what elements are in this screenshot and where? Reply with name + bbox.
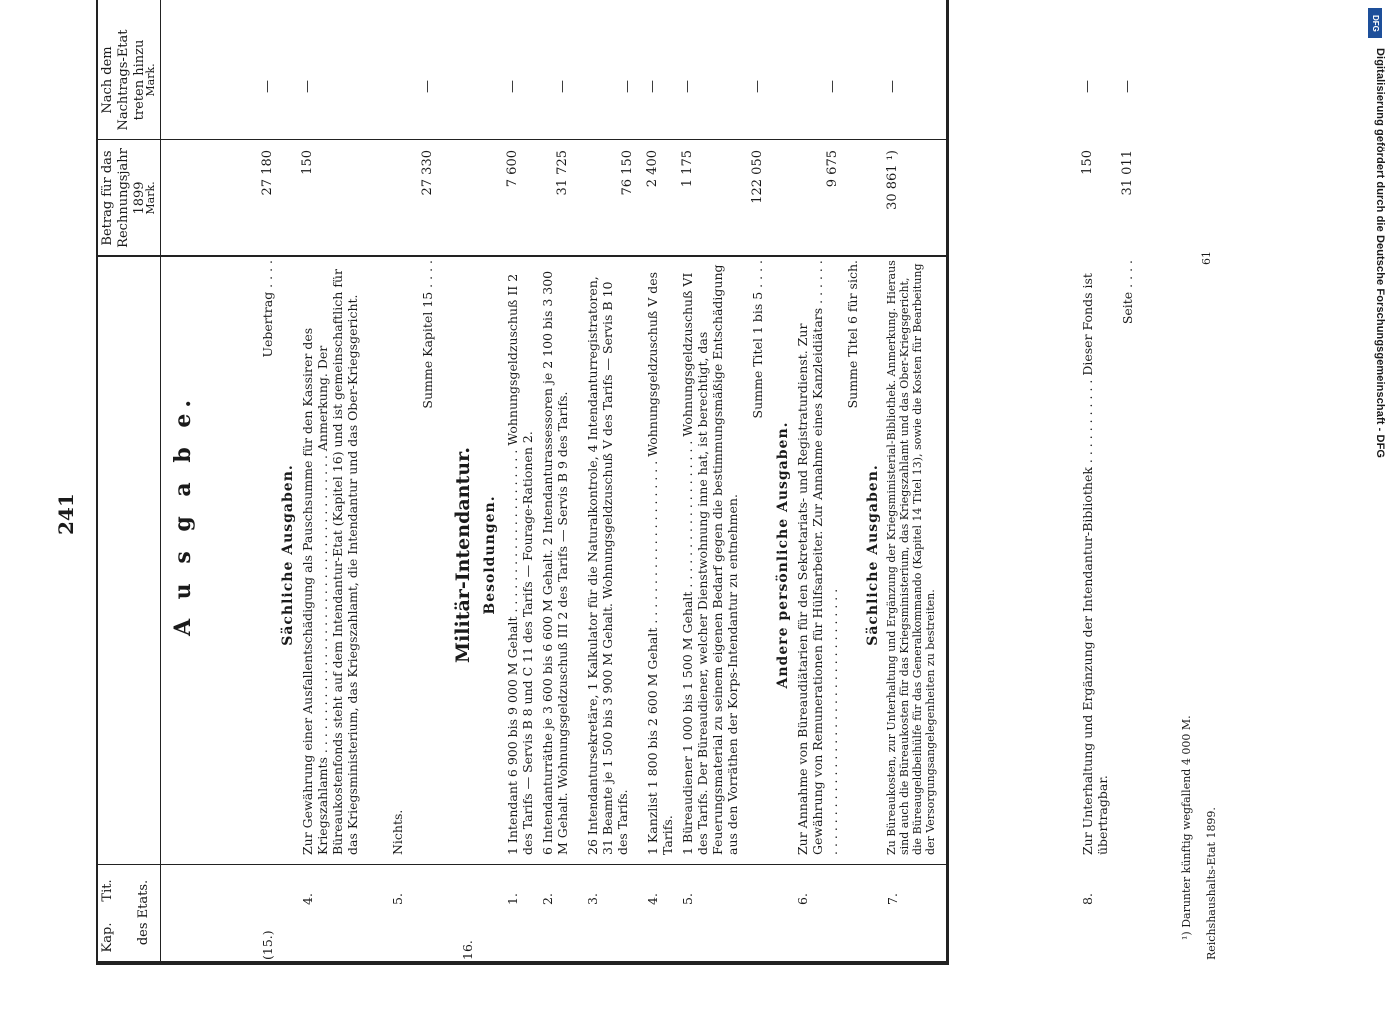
dfg-text: Digitalisierung gefördert durch die Deutsche Forschungsgemeinschaft - DFG [1374, 48, 1386, 459]
dfg-logo: DFG [1368, 8, 1382, 38]
tit-2: 2. [540, 893, 555, 905]
text-5: Nichts. [390, 809, 405, 855]
dfg-strip [1372, 8, 1390, 992]
extra-5b: — [680, 80, 695, 93]
tit-4b: 4. [645, 893, 660, 905]
heading-persoenlich: Andere persönliche Ausgaben. [775, 421, 791, 689]
title-intendantur: Militär-Intendantur. [452, 447, 474, 663]
uebertrag-amount: 27 180 [260, 150, 275, 196]
text-7: Zu Büreaukosten, zur Unterhaltung und Ergänzung der Kriegsministerial-Bibliothek. Anmerkung. Hieraus sind auch die Büreaukosten für das Kriegsministerium, das Kriegszahlamt und das Ober-Kriegsgericht, die Büreaugeldbeihülfe für das Generalkommando (Kapitel 14 Titel 13), sowie die Kosten für Bearbeitung der Versorgungsangelegenheiten zu bestreiten. [885, 260, 937, 855]
tit-1: 1. [505, 893, 520, 905]
amount-4b: 2 400 [645, 150, 660, 188]
text-6: Zur Annahme von Büreaudiätarien für den Sekretariats- und Registraturdienst. Zur Gewährung von Remunerationen für Hülfsarbeiter. Zur Annahme eines Kanzleidiätars . . . . . . . . . . . . . . . . . . . . . . . . . . . . . . . . . . . . . . . . [795, 260, 840, 855]
amount-1: 7 600 [505, 150, 520, 188]
page-number: 241 [54, 493, 78, 535]
text-8: Zur Unterhaltung und Ergänzung der Intendantur-Bibliothek . . . . . . . . . . . Dieser Fonds ist übertragbar. [1080, 273, 1110, 855]
extra-4: — [300, 80, 315, 93]
extra-7: — [885, 80, 900, 93]
des-etats-header: des Etats. [136, 879, 151, 946]
seite-amount: 31 011 [1120, 150, 1135, 196]
extra-6: — [825, 80, 840, 93]
uebertrag-label: Uebertrag . . . . [260, 260, 275, 358]
betrag-unit: Mark. [144, 181, 157, 215]
extra-3: — [620, 80, 635, 93]
amount-8: 150 [1080, 150, 1095, 175]
side-number: 61 [1200, 251, 1213, 265]
summe-15-extra: — [420, 80, 435, 93]
seite-extra: — [1120, 80, 1135, 93]
text-4b: 1 Kanzlist 1 800 bis 2 600 M Gehalt . . . . . . . . . . . . . . . . . . . . . Wohnungsgeldzuschuß V des Tarifs. [645, 271, 675, 855]
extra-4b: — [645, 80, 660, 93]
nachtrag-unit: Mark. [144, 63, 157, 97]
amount-2: 31 725 [555, 150, 570, 196]
kap-header: Kap. [100, 922, 115, 953]
tit-8: 8. [1080, 893, 1095, 905]
tit-7: 7. [885, 893, 900, 905]
summe-6-label: Summe Titel 6 für sich. [845, 260, 860, 409]
text-3: 26 Intendantursekretäre, 1 Kalkulator für die Naturalkontrole, 4 Intendanturregistratoren, 31 Beamte je 1 500 bis 3 900 M Gehalt. Wohnungsgeldzuschuß V des Tarifs — Servis B 10 des Tarifs. [585, 276, 630, 855]
text-2: 6 Intendanturräthe je 3 600 bis 6 600 M Gehalt. 2 Intendanturassessoren je 2 100 bis 3 300 M Gehalt. Wohnungsgeldzuschuß III 2 des Tarifs — Servis B 9 des Tarifs. [540, 270, 570, 855]
main-title: A u s g a b e. [170, 393, 196, 637]
kap-16: 16. [460, 940, 475, 960]
kap-15: (15.) [260, 930, 275, 960]
summe-1-5-extra: — [750, 80, 765, 93]
extra-2: — [555, 80, 570, 93]
tit-3: 3. [585, 893, 600, 905]
tit-5: 5. [390, 893, 405, 905]
nachtrag-header: Nach dem Nachtrags-Etat treten hinzu [100, 29, 147, 131]
extra-8: — [1080, 80, 1095, 93]
amount-7: 30 861 ¹) [885, 150, 900, 210]
text-1: 1 Intendant 6 900 bis 9 000 M Gehalt . . . . . . . . . . . . . . . . . . . . . Wohnungsgeldzuschuß II 2 des Tarifs — Servis B 8 und C 11 des Tarifs — Fourage-Rationen 2. [505, 273, 535, 855]
amount-6: 9 675 [825, 150, 840, 188]
heading-saechlich-2: Sächliche Ausgaben. [865, 464, 881, 646]
top-border [96, 0, 98, 965]
seite-label: Seite . . . . [1120, 260, 1135, 325]
heading-saechlich-1: Sächliche Ausgaben. [280, 464, 296, 646]
betrag-header: Betrag für das Rechnungsjahr 1899 [100, 148, 147, 248]
footnote: ¹) Darunter künftig wegfallend 4 000 M. [1180, 715, 1193, 940]
amount-5b: 1 175 [680, 150, 695, 188]
bottom-border [946, 0, 949, 965]
rotated-page [40, 25, 1340, 965]
footer-left: Reichshaushalts-Etat 1899. [1205, 807, 1218, 960]
summe-15-label: Summe Kapitel 15 . . . . [420, 260, 435, 409]
left-border [96, 961, 946, 965]
heading-besoldungen: Besoldungen. [482, 495, 498, 615]
tit-4: 4. [300, 893, 315, 905]
amount-3: 76 150 [620, 150, 635, 196]
summe-1-5-label: Summe Titel 1 bis 5 . . . . [750, 260, 765, 419]
tit-5b: 5. [680, 893, 695, 905]
header-rule [160, 0, 161, 965]
text-5b: 1 Büreaudiener 1 000 bis 1 500 M Gehalt . . . . . . . . . . . . . . . . . . . Wohnungsgeldzuschuß VI des Tarifs. Der Büreaudiener, welcher Dienstwohnung inne hat, ist berechtigt, das Feuerungsmaterial zu seinem eigenen Bedarf gegen die bestimmungsmäßige Entschädigung aus den Vorräthen der Korps-Intendantur zu entnehmen. [680, 264, 740, 855]
rows-container [220, 0, 940, 960]
text-4: Zur Gewährung einer Ausfallentschädigung als Pauschsumme für den Kassirer des Kriegszahlamts . . . . . . . . . . . . . . . . . . . . . . . . . . . . . . . . . . . . . . Anmerkung. Der Büreaukostenfonds steht auf dem Intendantur-Etat (Kapitel 16) und ist gemeinschaftlich für das Kriegsministerium, das Kriegszahlamt, die Intendantur und das Ober-Kriegsgericht. [300, 269, 360, 855]
summe-15-amount: 27 330 [420, 150, 435, 196]
extra-1: — [505, 80, 520, 93]
summe-1-5-amount: 122 050 [750, 150, 765, 204]
tit-6: 6. [795, 893, 810, 905]
tit-header: Tit. [100, 879, 115, 902]
uebertrag-extra: — [260, 80, 275, 93]
amount-4: 150 [300, 150, 315, 175]
